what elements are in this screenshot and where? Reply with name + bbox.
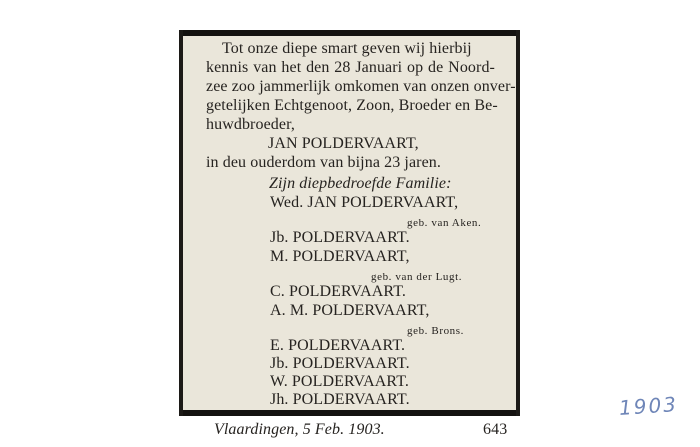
family-member-note: geb. Brons. <box>407 325 465 337</box>
notice-line-2: kennis van het den 28 Januari op de Noord- <box>206 59 495 76</box>
family-member: Jb. POLDERVAART. <box>270 355 410 372</box>
notice-line-1: Tot onze diepe smart geven wij hierbij <box>222 40 472 57</box>
notice-line-3: zee zoo jammerlijk omkomen van onzen onver- <box>206 78 516 95</box>
family-member: Jh. POLDERVAART. <box>270 391 410 408</box>
top-border-rule <box>183 30 516 36</box>
deceased-name: JAN POLDERVAART, <box>268 135 419 152</box>
notice-line-4: getelijken Echtgenoot, Zoon, Broeder en Be- <box>206 97 498 114</box>
age-line: in deu ouderdom van bijna 23 jaren. <box>206 154 441 171</box>
handwritten-year-note: 1903 <box>618 391 679 421</box>
family-member-note: geb. van Aken. <box>407 217 482 229</box>
family-member: W. POLDERVAART. <box>270 373 409 390</box>
notice-line-5: huwdbroeder, <box>206 116 295 133</box>
family-member-note: geb. van der Lugt. <box>371 271 463 283</box>
family-member: Wed. JAN POLDERVAART, <box>270 194 459 211</box>
family-member: C. POLDERVAART. <box>270 283 407 300</box>
newspaper-clipping <box>179 30 520 438</box>
family-member: E. POLDERVAART. <box>270 337 406 354</box>
ad-number: 643 <box>483 421 508 438</box>
family-member: A. M. POLDERVAART, <box>270 302 430 319</box>
family-heading: Zijn diepbedroefde Familie: <box>269 175 452 192</box>
family-member: M. POLDERVAART, <box>270 248 410 265</box>
family-member: Jb. POLDERVAART. <box>270 229 410 246</box>
place-date: Vlaardingen, 5 Feb. 1903. <box>214 421 385 438</box>
bottom-border-rule <box>183 410 516 416</box>
